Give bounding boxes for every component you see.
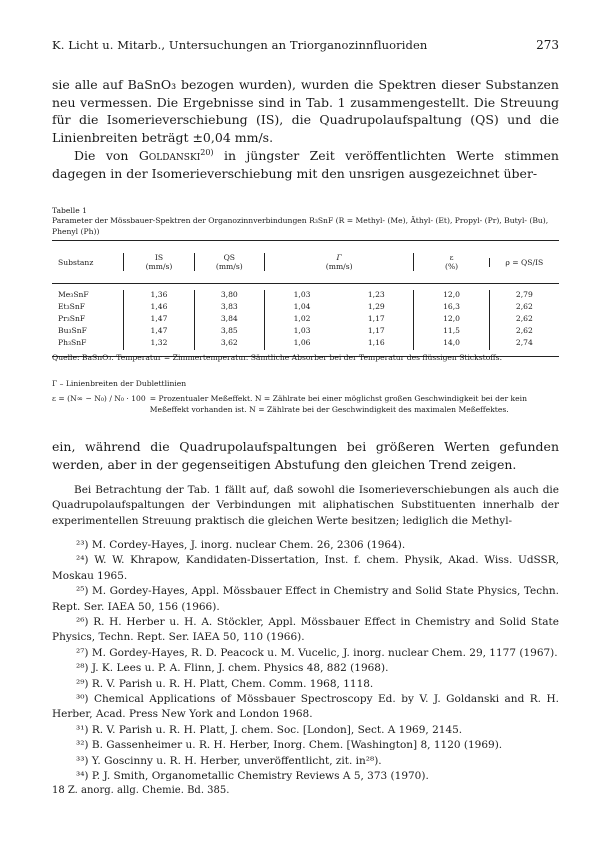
page-number: 273 <box>536 38 559 52</box>
epsilon-explanation: = Prozentualer Meßeffekt. N = Zählrate bei einer möglichst großen Geschwindigkeit bei der kein Meßeffekt vorhanden ist. N = Zählrate bei der Geschwindigkeit des maximalen Meßeffektes. <box>149 394 527 414</box>
paragraph-2-rest: in jüngster Zeit veröffentlichten Werte stimmen dagegen in der Isomerieverschiebung mit den unsrigen ausgezeichnet über- <box>52 148 559 181</box>
table-row <box>52 314 559 326</box>
paragraph-2-prefix: Die von <box>74 148 139 163</box>
footnote: ³⁰) Chemical Applications of Mössbauer Spectroscopy Ed. by V. J. Goldanski and R. H. Herber, Acad. Press New York and London 1968. <box>52 693 559 721</box>
footnote: ²⁶) R. H. Herber u. H. A. Stöckler, Appl. Mössbauer Effect in Chemistry and Solid State Physics, Techn. Rept. Ser. IAEA 50, 110 (1966). <box>52 616 559 644</box>
cell-gamma-1: 1,03 <box>264 326 339 338</box>
footnote: ³²) B. Gassenheimer u. R. H. Herber, Inorg. Chem. [Washington] 8, 1120 (1969). <box>76 739 503 752</box>
header-substanz: Substanz <box>58 257 94 267</box>
cell-qs: 3,83 <box>194 302 264 314</box>
table-row <box>52 290 559 302</box>
header-authors-title: K. Licht u. Mitarb., Untersuchungen an Triorganozinnfluoriden <box>52 38 428 52</box>
paragraph-2 <box>52 147 559 182</box>
header-is-label: IS <box>154 253 164 262</box>
cell-substanz: Et₃SnF <box>58 302 86 311</box>
cell-epsilon: 11,5 <box>413 326 488 338</box>
footnote: ²⁸) J. K. Lees u. P. A. Flinn, J. chem. Physics 48, 882 (1968). <box>76 662 389 675</box>
cell-gamma-2: 1,17 <box>367 314 385 323</box>
table-note-source: Quelle: BaSnO₃. Temperatur = Zimmertemperatur. Sämtliche Absorber bei der Temperatur des flüssigen Stickstoffs. <box>52 353 502 362</box>
paragraph-1: sie alle auf BaSnO₃ bezogen wurden), wurden die Spektren dieser Substanzen neu vermessen. Die Ergebnisse sind in Tab. 1 zusammengestellt. Die Streuung für die Isomerieverschiebung (IS), die Quadrupolaufspaltung (QS) und die Linienbreiten beträgt ±0,04 mm/s. <box>52 77 559 145</box>
table-note-epsilon <box>52 393 559 415</box>
table-1 <box>52 240 559 357</box>
cell-epsilon: 12,0 <box>413 290 488 302</box>
header-qs-unit: (mm/s) <box>215 262 243 271</box>
running-header <box>52 38 559 54</box>
cell-substanz: Pr₃SnF <box>58 314 86 323</box>
cell-gamma-2: 1,16 <box>367 338 385 347</box>
cell-gamma-1: 1,02 <box>264 314 339 326</box>
cell-gamma-2: 1,17 <box>367 326 385 335</box>
header-gamma-label: Γ <box>336 253 342 262</box>
header-gamma <box>264 253 414 271</box>
cell-gamma-2: 1,23 <box>367 290 385 299</box>
cell-substanz: Ph₃SnF <box>58 338 87 347</box>
reference-marker: 20) <box>200 147 214 157</box>
cell-gamma-1: 1,04 <box>264 302 339 314</box>
cell-epsilon: 14,0 <box>413 338 488 350</box>
cell-rho: 2,79 <box>489 290 559 302</box>
cell-rho: 2,62 <box>489 314 559 326</box>
header-epsilon <box>413 253 488 271</box>
table-header-row <box>52 241 559 284</box>
cell-rho: 2,62 <box>489 302 559 314</box>
cell-gamma-1: 1,06 <box>264 338 339 350</box>
header-rho: ρ = QS/IS <box>489 258 559 267</box>
cell-is: 1,36 <box>123 290 193 302</box>
header-epsilon-unit: (%) <box>444 262 459 271</box>
paragraph-4: Bei Betrachtung der Tab. 1 fällt auf, daß sowohl die Isomerieverschiebungen als auch die Quadrupolaufspaltungen der Verbindungen mit aliphatischen Substituenten innerhalb der experimentellen Streuung praktisch die gleichen Werte besitzen; lediglich die Methyl- <box>52 484 559 527</box>
footnote: ²⁵) M. Gordey-Hayes, Appl. Mössbauer Effect in Chemistry and Solid State Physics, Techn. Rept. Ser. IAEA 50, 156 (1966). <box>52 585 559 613</box>
cell-rho: 2,62 <box>489 326 559 338</box>
cell-substanz: Bu₃SnF <box>58 326 87 335</box>
header-epsilon-label: ε <box>449 253 454 262</box>
header-qs-label: QS <box>223 253 235 262</box>
epsilon-formula: ε = (N∞ − N₀) / N₀ · 100 <box>52 394 146 403</box>
cell-qs: 3,80 <box>194 290 264 302</box>
header-qs <box>194 253 264 271</box>
cell-is: 1,47 <box>123 314 193 326</box>
footnote: ²⁹) R. V. Parish u. R. H. Platt, Chem. Comm. 1968, 1118. <box>76 677 374 690</box>
cell-substanz: Me₃SnF <box>58 290 89 299</box>
table-label: Tabelle 1 <box>52 206 87 215</box>
header-is-unit: (mm/s) <box>145 262 173 271</box>
footnotes <box>52 538 559 785</box>
cell-qs: 3,84 <box>194 314 264 326</box>
table-row <box>52 338 559 350</box>
cell-gamma-1: 1,03 <box>264 290 339 302</box>
cell-is: 1,46 <box>123 302 193 314</box>
footnote: ³¹) R. V. Parish u. R. H. Platt, J. chem. Soc. [London], Sect. A 1969, 2145. <box>76 723 463 736</box>
table-caption: Parameter der Mössbauer-Spektren der Organozinnverbindungen R₃SnF (R = Methyl- (Me), Äthyl- (Et), Propyl- (Pr), Butyl- (Bu), Phenyl (Ph)) <box>52 216 549 236</box>
cell-qs: 3,85 <box>194 326 264 338</box>
header-is <box>123 253 193 271</box>
page-footer: 18 Z. anorg. allg. Chemie. Bd. 385. <box>52 785 230 796</box>
author-goldanski: Goldanski <box>138 148 201 163</box>
header-gamma-unit: (mm/s) <box>325 262 353 271</box>
footnote: ²³) M. Cordey-Hayes, J. inorg. nuclear Chem. 26, 2306 (1964). <box>76 539 406 551</box>
cell-qs: 3,62 <box>194 338 264 350</box>
footnote: ²⁴) W. W. Khrapow, Kandidaten-Dissertation, Inst. f. chem. Physik, Akad. Wiss. UdSSR, Moskau 1965. <box>52 554 559 582</box>
cell-epsilon: 16,3 <box>413 302 488 314</box>
cell-epsilon: 12,0 <box>413 314 488 326</box>
cell-rho: 2,74 <box>489 338 559 350</box>
footnote: ³³) Y. Goscinny u. R. H. Herber, unveröffentlicht, zit. in²⁸). <box>76 754 382 767</box>
table-row <box>52 326 559 338</box>
table-note-gamma: Γ – Linienbreiten der Dublettlinien <box>52 379 187 388</box>
footnote: ³⁴) P. J. Smith, Organometallic Chemistry Reviews A 5, 373 (1970). <box>76 770 429 783</box>
table-row <box>52 302 559 314</box>
cell-is: 1,32 <box>123 338 193 350</box>
table-body <box>52 284 559 356</box>
paragraph-3: ein, während die Quadrupolaufspaltungen bei größeren Werten gefunden werden, aber in der gegenseitigen Abstufung den gleichen Trend zeigen. <box>52 439 559 472</box>
cell-gamma-2: 1,29 <box>367 302 385 311</box>
footnote: ²⁷) M. Gordey-Hayes, R. D. Peacock u. M. Vucelic, J. inorg. nuclear Chem. 29, 1177 (1967). <box>76 646 558 659</box>
cell-is: 1,47 <box>123 326 193 338</box>
